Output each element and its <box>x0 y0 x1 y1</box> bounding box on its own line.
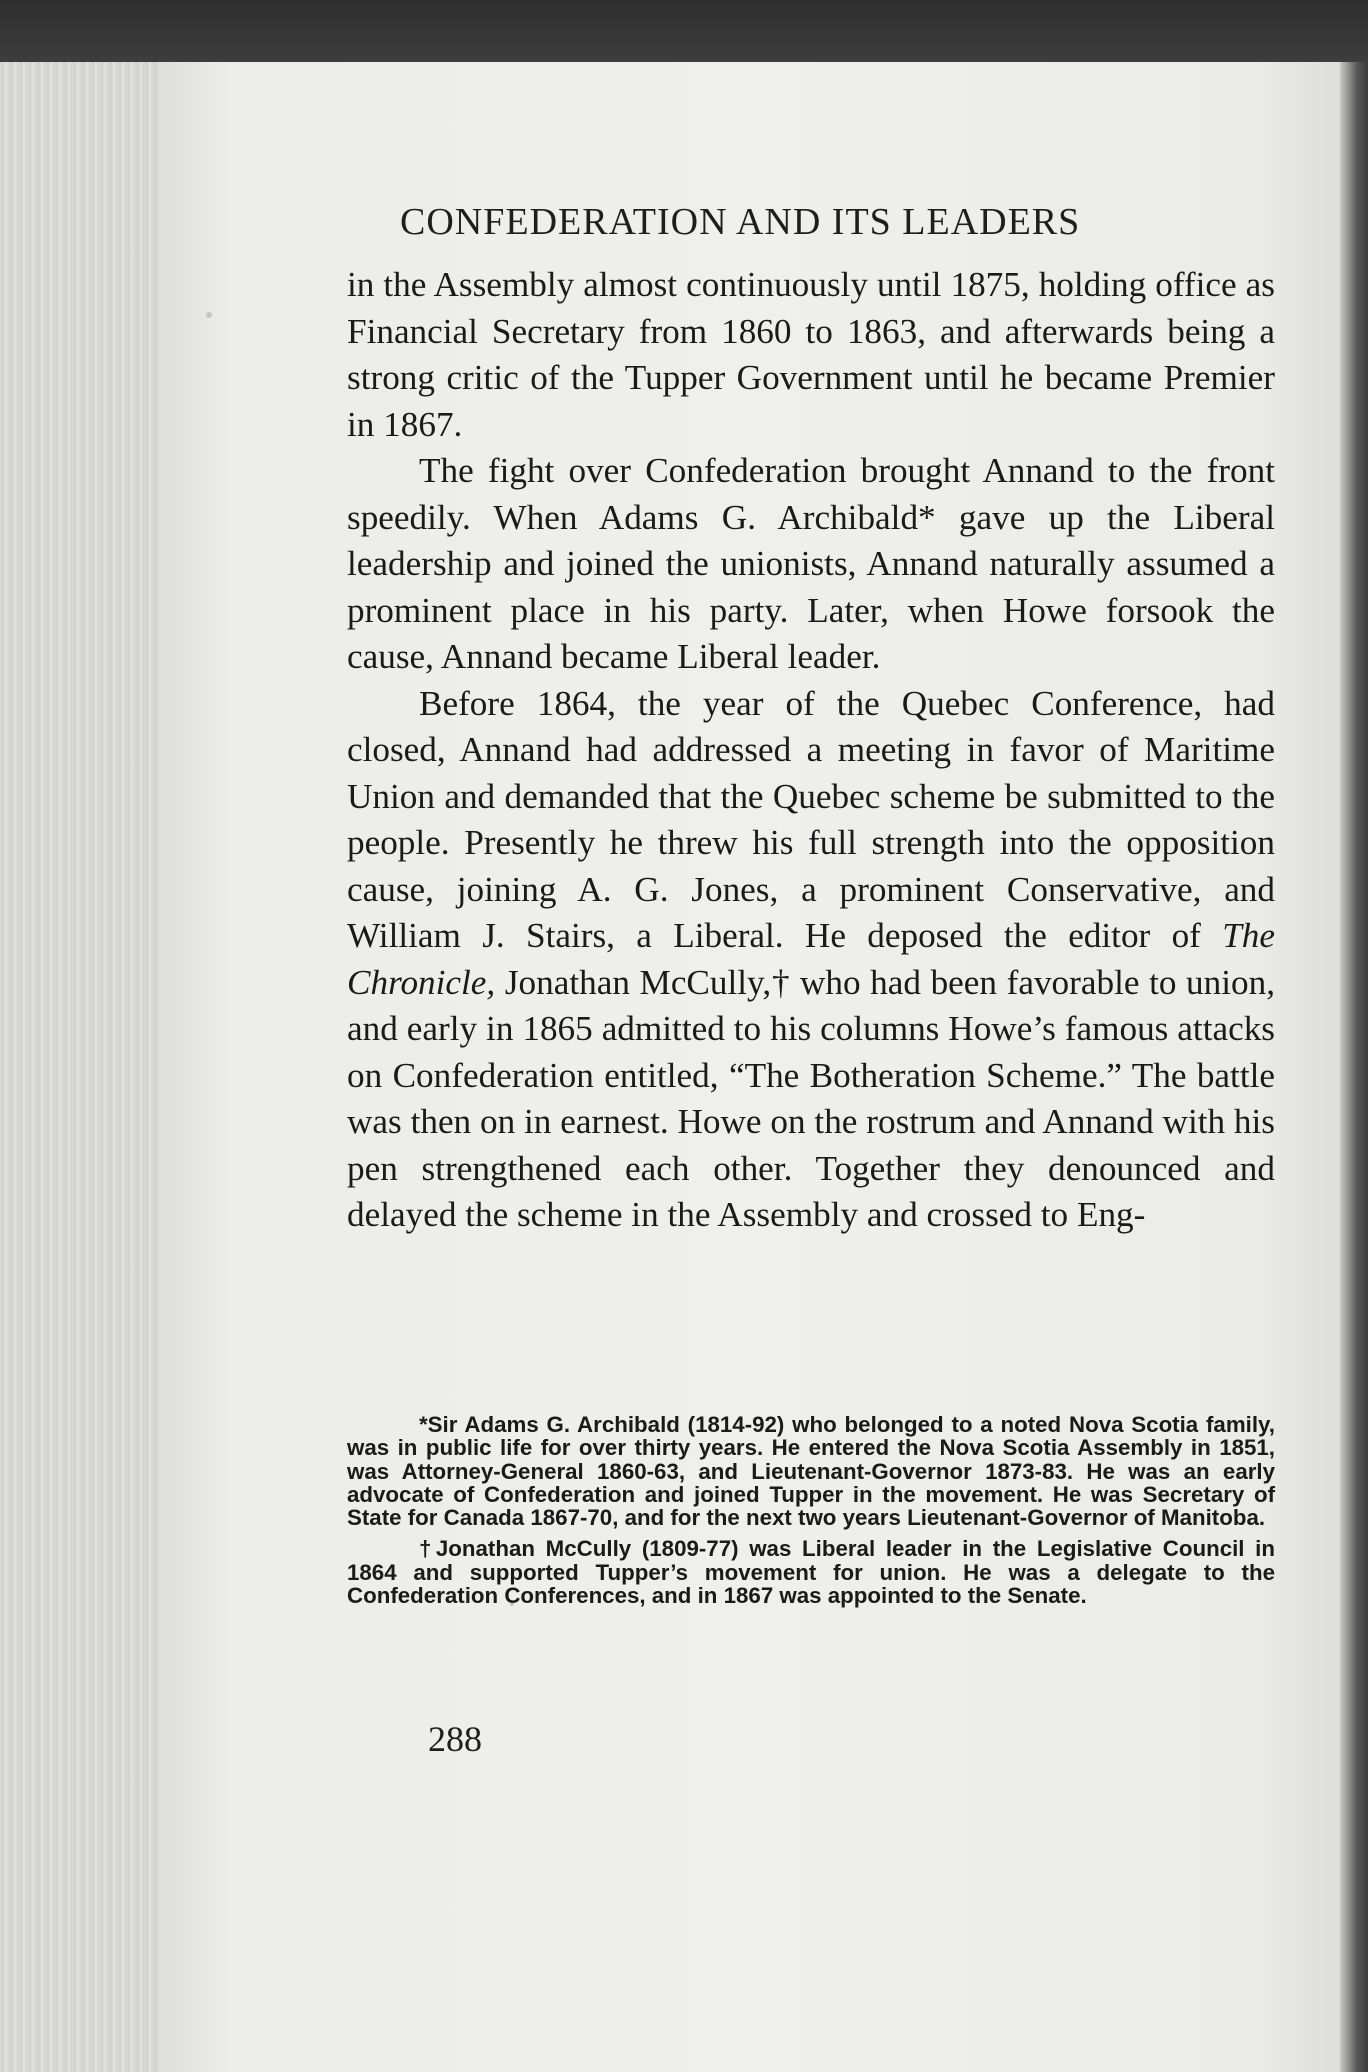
footnotes <box>347 1413 1275 1607</box>
paragraph-text: Before 1864, the year of the Quebec Conference, had closed, Annand had addressed a meeting in favor of Maritime Union and demanded that the Quebec scheme be submitted to the people. Presently he threw his full strength into the opposition cause, joining A. G. Jones, a prominent Conservative, and William J. Stairs, a Liberal. He deposed the editor of <box>347 683 1275 955</box>
paragraph-continued: in the Assembly almost continuously until 1875, holding office as Financial Secretary from 1860 to 1863, and afterwards being a strong critic of the Tupper Government until he became Premier in 1867. <box>347 265 1275 444</box>
newspaper-title: The Chronicle, <box>347 916 1275 1002</box>
page-speck <box>206 312 212 318</box>
footnote-archibald: *Sir Adams G. Archibald (1814-92) who belonged to a noted Nova Scotia family, was in public life for over thirty years. He entered the Nova Scotia Assembly in 1851, was Attorney-General 1860-63, and Lieutenant-Governor 1873-83. He was an early advocate of Confederation and joined Tupper in the movement. He was Secretary of State for Canada 1867-70, and for the next two years Lieutenant-Governor of Manitoba. <box>347 1412 1275 1531</box>
book-page-edges <box>0 62 160 2072</box>
footnote-mccully: †Jonathan McCully (1809-77) was Liberal leader in the Legislative Council in 1864 and supported Tupper’s movement for union. He was a delegate to the Confederation Conferences, and in 1867 was appointed to the Senate. <box>347 1536 1275 1609</box>
page-number: 288 <box>428 1719 482 1759</box>
book-gutter-shadow <box>1340 62 1368 2072</box>
scan-top-border <box>0 0 1368 62</box>
running-head: CONFEDERATION AND ITS LEADERS <box>400 201 1081 243</box>
paragraph-annand-rise: The fight over Confederation brought Annand to the front speedily. When Adams G. Archibald* gave up the Liberal leadership and joined the unionists, Annand naturally assumed a prominent place in his party. Later, when Howe forsook the cause, Annand became Liberal leader. <box>347 451 1275 676</box>
paragraph-text: Jonathan McCully,† who had been favorable to union, and early in 1865 admitted to his columns Howe’s famous attacks on Confederation entitled, “The Botheration Scheme.” The battle was then on in earnest. Howe on the rostrum and Annand with his pen strengthened each other. Together they denounced and delayed the scheme in the Assembly and crossed to Eng- <box>347 962 1275 1234</box>
paragraph-opposition <box>347 681 1275 1239</box>
main-text <box>347 262 1275 1239</box>
